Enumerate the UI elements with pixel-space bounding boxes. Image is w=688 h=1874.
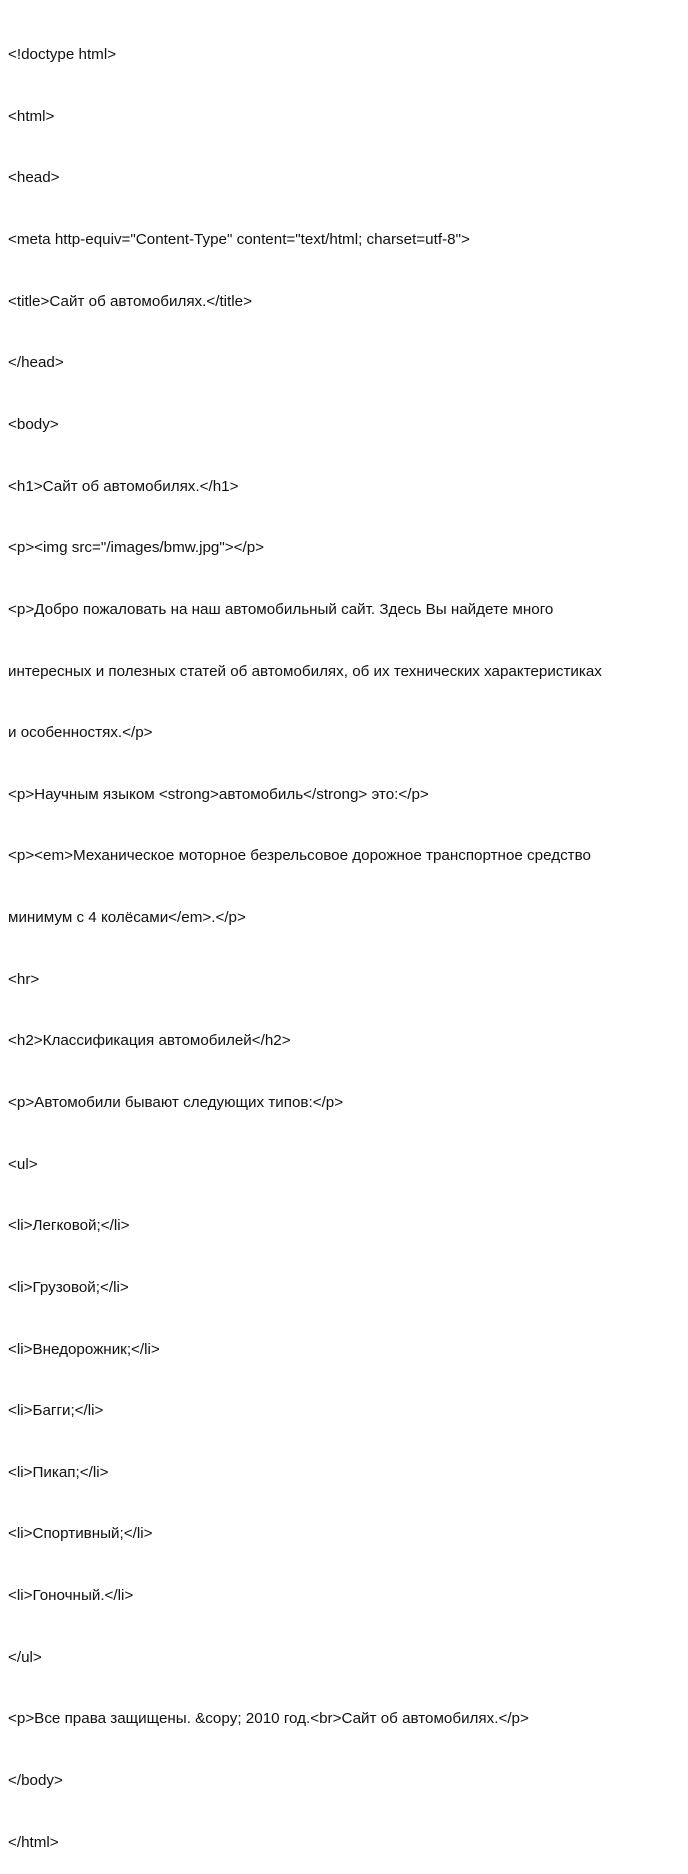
code-line-11: интересных и полезных статей об автомобилях, об их технических характеристиках: [8, 662, 602, 680]
code-line-30: </html>: [8, 1833, 59, 1851]
code-line-2: <html>: [8, 107, 55, 125]
code-line-16: <hr>: [8, 970, 40, 988]
code-line-25: <li>Спортивный;</li>: [8, 1525, 153, 1543]
code-line-17: <h2>Классификация автомобилей</h2>: [8, 1032, 291, 1050]
code-line-10: <p>Добро пожаловать на наш автомобильный сайт. Здесь Вы найдете много: [8, 600, 554, 618]
code-line-12: и особенностях.</p>: [8, 724, 153, 742]
code-line-23: <li>Багги;</li>: [8, 1402, 104, 1420]
code-line-1: <!doctype html>: [8, 46, 117, 64]
code-line-5: <title>Сайт об автомобилях.</title>: [8, 292, 252, 310]
code-line-21: <li>Грузовой;</li>: [8, 1278, 129, 1296]
code-listing: [8, 4, 684, 1874]
code-line-7: <body>: [8, 415, 59, 433]
code-line-3: <head>: [8, 169, 60, 187]
code-line-26: <li>Гоночный.</li>: [8, 1587, 134, 1605]
code-line-19: <ul>: [8, 1155, 38, 1173]
code-line-20: <li>Легковой;</li>: [8, 1217, 130, 1235]
code-line-8: <h1>Сайт об автомобилях.</h1>: [8, 477, 239, 495]
code-line-24: <li>Пикап;</li>: [8, 1463, 109, 1481]
code-line-6: </head>: [8, 354, 64, 372]
code-line-14: <p><em>Механическое моторное безрельсовое дорожное транспортное средство: [8, 847, 591, 865]
code-line-27: </ul>: [8, 1648, 42, 1666]
code-line-13: <p>Научным языком <strong>автомобиль</strong> это:</p>: [8, 785, 429, 803]
code-line-15: минимум с 4 колёсами</em>.</p>: [8, 909, 246, 927]
code-line-29: </body>: [8, 1772, 63, 1790]
code-line-28: <p>Все права защищены. &copy; 2010 год.<br>Сайт об автомобилях.</p>: [8, 1710, 529, 1728]
code-line-22: <li>Внедорожник;</li>: [8, 1340, 160, 1358]
code-line-4: <meta http-equiv="Content-Type" content="text/html; charset=utf-8">: [8, 231, 470, 249]
code-line-18: <p>Автомобили бывают следующих типов:</p>: [8, 1093, 344, 1111]
code-line-9: <p><img src="/images/bmw.jpg"></p>: [8, 539, 265, 557]
